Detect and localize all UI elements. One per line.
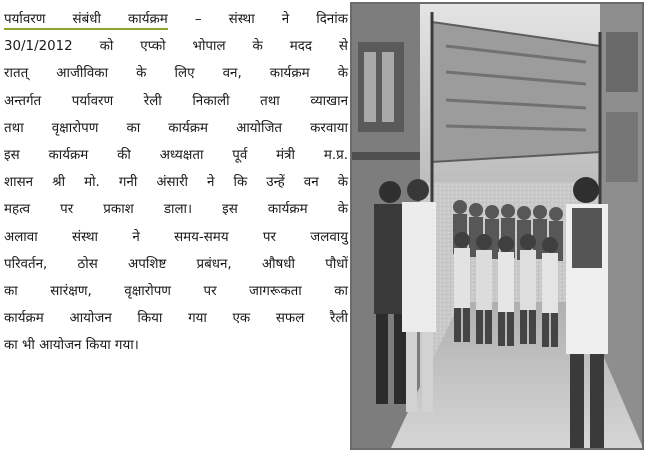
article-line-13: का भी आयोजन किया गया।	[4, 338, 139, 354]
article-line-5: तथा वृक्षारोपण का कार्यक्रम आयोजित करवाया	[4, 120, 348, 136]
article-line-1	[4, 6, 348, 33]
article-line-8: महत्व पर प्रकाश डाला। इस कार्यक्रम के	[4, 202, 348, 218]
article-line-6: इस कार्यक्रम की अध्यक्षता पूर्व मंत्री म.प्र.	[4, 147, 348, 163]
article-text	[4, 6, 348, 359]
rally-photo	[350, 2, 644, 450]
article-line-1-text: – संस्था ने दिनांक	[194, 12, 348, 27]
rally-photo-image	[350, 2, 644, 450]
article-line-3: रातत् आजीविका के लिए वन, कार्यक्रम के	[4, 66, 348, 82]
article-line-2: 30/1/2012 को एप्को भोपाल के मदद से	[4, 39, 348, 55]
article-line-12: कार्यक्रम आयोजन किया गया एक सफल रैली	[4, 311, 348, 327]
article-line-9: अलावा संस्था ने समय-समय पर जलवायु	[4, 229, 348, 245]
article-line-10: परिवर्तन, ठोस अपशिष्ट प्रबंधन, औषधी पौधों	[4, 256, 348, 272]
article-heading: पर्यावरण संबंधी कार्यक्रम	[4, 12, 168, 30]
article-line-7: शासन श्री मो. गनी अंसारी ने कि उन्हें वन के	[4, 175, 348, 191]
article-line-11: का सारंक्षण, वृक्षारोपण पर जागरूकता का	[4, 283, 348, 299]
article-line-4: अन्तर्गत पर्यावरण रेली निकाली तथा व्याखान	[4, 93, 348, 109]
